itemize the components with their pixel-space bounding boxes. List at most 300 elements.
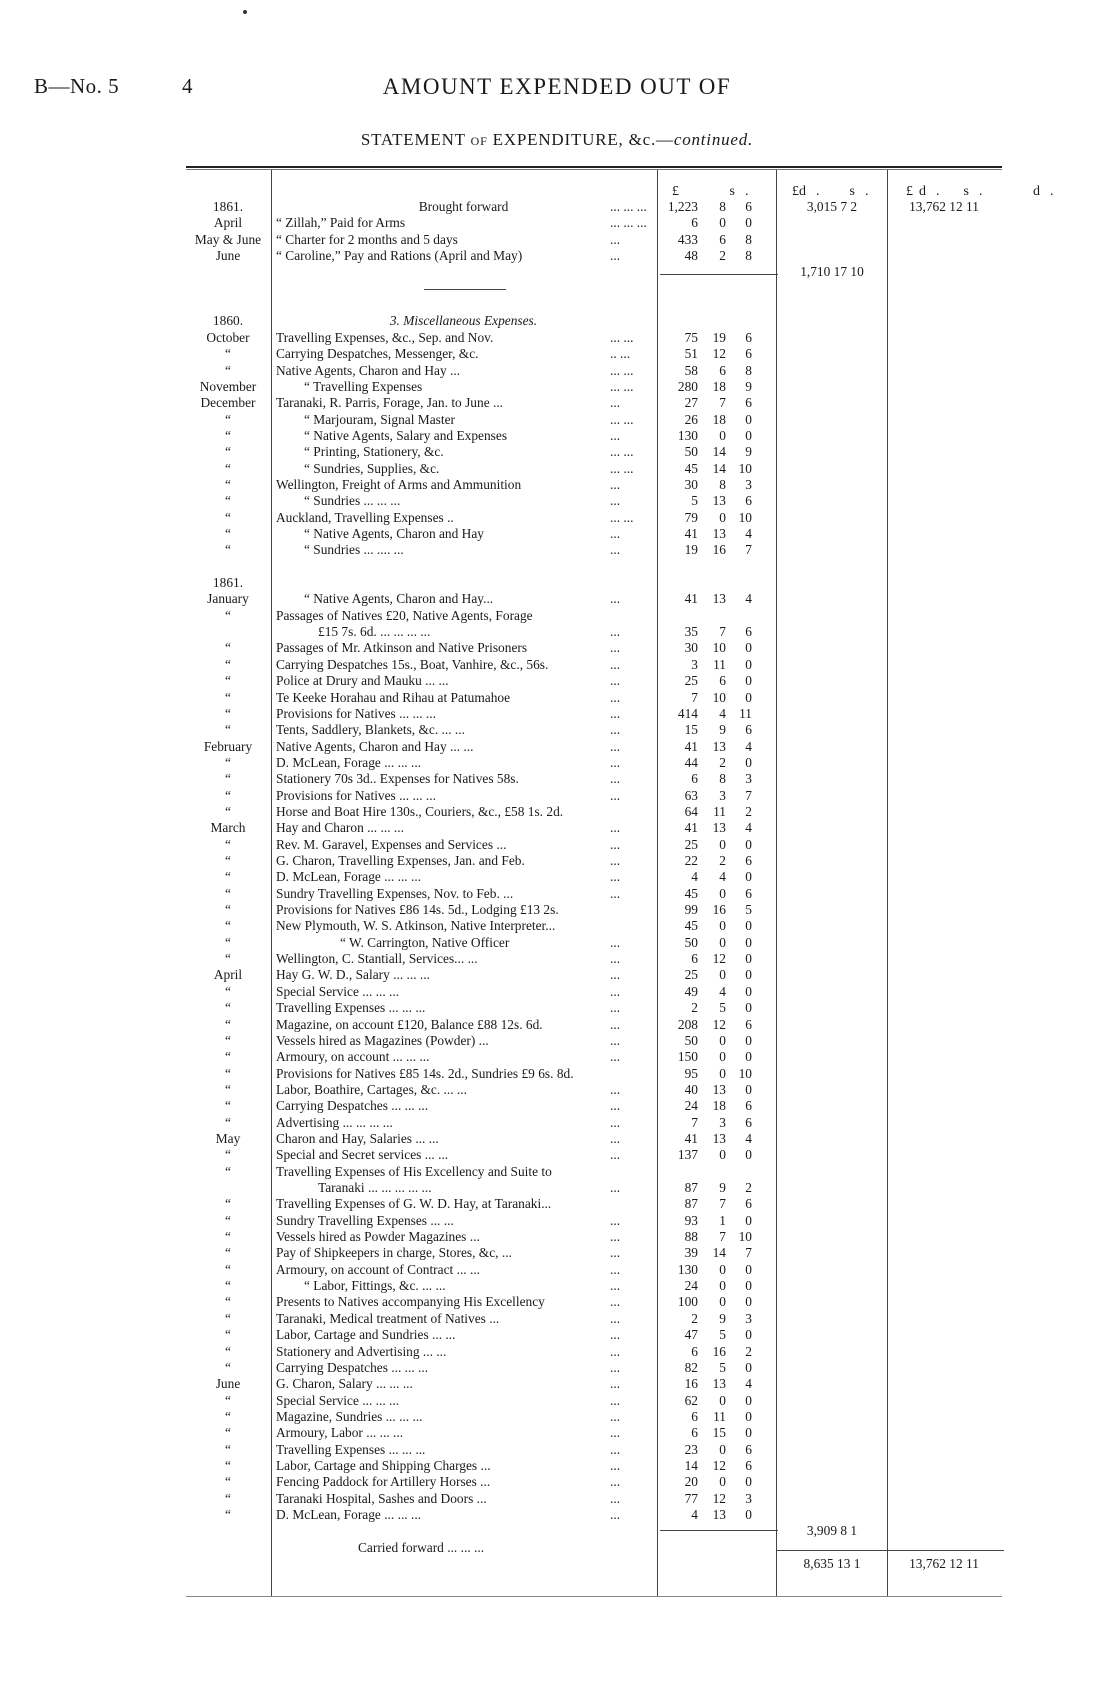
entry-date: “: [225, 902, 231, 918]
table-row: [0, 657, 1114, 673]
shillings-value: 0: [719, 1278, 726, 1294]
total-value: 13,762 12 11: [909, 199, 979, 214]
entry-date: “: [225, 1490, 231, 1506]
shillings-value: 8: [719, 771, 726, 787]
pounds-value: 82: [684, 1359, 698, 1375]
shillings-value: 14: [712, 444, 726, 460]
entry-description: “ Printing, Stationery, &c.: [304, 444, 444, 460]
table-row: [0, 379, 1114, 395]
shillings-value: 13: [712, 1081, 726, 1097]
table-row: [0, 232, 1114, 248]
entry-description: “ Travelling Expenses: [304, 378, 423, 394]
shillings-value: 2: [719, 754, 726, 770]
leader-dots: ...: [610, 656, 621, 672]
leader-dots: ...: [610, 1294, 621, 1310]
subtotal-value: 8,635 13 1: [803, 1556, 861, 1572]
pence-value: 6: [745, 853, 752, 868]
entry-description: Wellington, Freight of Arms and Ammunition: [276, 476, 522, 492]
column-one-units: £ s. d.: [672, 184, 830, 199]
shillings-value: 16: [712, 902, 726, 918]
pence-value: 0: [745, 918, 752, 934]
pounds-value: 20: [684, 1474, 698, 1490]
pence-value: 0: [745, 1392, 752, 1408]
pounds-value: 433: [677, 231, 698, 247]
document-reference: B—No. 5: [34, 74, 120, 98]
table-row: [0, 640, 1114, 656]
entry-description: Travelling Expenses of G. W. D. Hay, at Taranaki...: [276, 1196, 552, 1212]
pounds-value: 3: [691, 656, 698, 672]
pence-value: 0: [745, 1049, 752, 1065]
leader-dots: ... ...: [610, 362, 634, 378]
table-row: [0, 1376, 1114, 1392]
table-row: [0, 1229, 1114, 1245]
pence-value: 3: [745, 1310, 752, 1326]
entry-description: Sundry Travelling Expenses ... ...: [276, 1212, 454, 1228]
leader-dots: ...: [610, 869, 621, 885]
table-row: [0, 412, 1114, 428]
shillings-value: 6: [719, 673, 726, 689]
entry-date: “: [225, 1196, 231, 1212]
entry-date: “: [225, 362, 231, 378]
entry-description: “ Sundries, Supplies, &c.: [304, 460, 440, 476]
pence-value: 0: [745, 640, 752, 656]
leader-dots: ...: [610, 689, 621, 705]
entry-description: Charon and Hay, Salaries ... ...: [276, 1130, 439, 1146]
entry-description: Hay and Charon ... ... ...: [276, 820, 404, 836]
subtitle-of: OF: [470, 134, 488, 148]
shillings-value: 7: [719, 1196, 726, 1212]
shillings-value: 0: [719, 836, 726, 852]
section-subtitle: [0, 130, 1114, 150]
shillings-value: 0: [719, 427, 726, 443]
table-row: [0, 837, 1114, 853]
table-row: [0, 771, 1114, 787]
entry-date: “: [225, 1507, 231, 1522]
table-row: [0, 395, 1114, 411]
table-row: [0, 1082, 1114, 1098]
table-row: [0, 1556, 1114, 1572]
entry-date: “: [225, 1425, 231, 1441]
pence-value: 0: [745, 1474, 752, 1490]
entry-description: Armoury, on account ... ... ...: [276, 1049, 430, 1065]
pence-value: 6: [745, 885, 752, 901]
leader-dots: ...: [610, 771, 621, 787]
entry-description: Special Service ... ... ...: [276, 983, 400, 999]
entry-description: Provisions for Natives £86 14s. 5d., Lodging £13 2s.: [276, 902, 559, 918]
table-row: [0, 1409, 1114, 1425]
entry-date: “: [225, 1081, 231, 1097]
entry-description: Special and Secret services ... ...: [276, 1147, 449, 1163]
entry-description: D. McLean, Forage ... ... ...: [276, 754, 422, 770]
leader-dots: ...: [610, 1000, 621, 1016]
pence-value: 6: [745, 1114, 752, 1130]
entry-description: G. Charon, Salary ... ... ...: [276, 1376, 413, 1392]
pence-value: 0: [745, 1278, 752, 1294]
entry-date: “: [225, 656, 231, 672]
leader-dots: ...: [610, 231, 621, 247]
shillings-value: 13: [712, 1130, 726, 1146]
table-row: [0, 820, 1114, 836]
shillings-value: 0: [719, 918, 726, 934]
entry-description: “ Charter for 2 months and 5 days: [276, 231, 458, 247]
entry-description: Taranaki, R. Parris, Forage, Jan. to June ...: [276, 395, 504, 411]
leader-dots: ...: [610, 1441, 621, 1457]
shillings-value: 7: [719, 395, 726, 411]
entry-date: February: [203, 738, 253, 754]
entry-date: “: [225, 722, 231, 738]
pence-value: 7: [745, 1245, 752, 1261]
table-row: [0, 591, 1114, 607]
entry-description: Passages of Mr. Atkinson and Native Prisoners: [276, 640, 528, 656]
entry-description: Labor, Cartage and Sundries ... ...: [276, 1327, 456, 1343]
pence-value: 0: [745, 1327, 752, 1343]
shillings-value: 9: [719, 1180, 726, 1195]
entry-date: “: [225, 526, 231, 541]
table-row: [0, 935, 1114, 951]
pence-value: 5: [745, 902, 752, 918]
subtotal-value: 1,710 17 10: [800, 264, 864, 280]
entry-description: Police at Drury and Mauku ... ...: [276, 673, 449, 689]
shillings-value: 0: [719, 934, 726, 950]
entry-date: “: [225, 951, 231, 967]
table-row: [0, 1278, 1114, 1294]
pence-value: 0: [745, 754, 752, 770]
top-rule-thin: [186, 169, 1002, 170]
leader-dots: ...: [610, 853, 621, 868]
entry-description: Labor, Cartage and Shipping Charges ...: [276, 1457, 491, 1473]
leader-dots: ...: [610, 1392, 621, 1408]
pence-value: 6: [745, 395, 752, 411]
entry-date: “: [225, 869, 231, 885]
entry-description: “ Native Agents, Charon and Hay...: [304, 591, 494, 607]
pounds-value: 39: [684, 1245, 698, 1261]
entry-description: Special Service ... ... ...: [276, 1392, 400, 1408]
entry-description: “ Sundries ... ... ...: [304, 493, 401, 509]
table-row: [0, 1131, 1114, 1147]
pounds-value: 41: [684, 1130, 698, 1146]
pence-value: 8: [745, 231, 752, 247]
pounds-value: 2: [691, 1310, 698, 1326]
entry-date: “: [225, 1114, 231, 1130]
entry-description: Pay of Shipkeepers in charge, Stores, &c, ...: [276, 1245, 512, 1261]
pence-value: 0: [745, 1000, 752, 1016]
entry-description: Sundry Travelling Expenses, Nov. to Feb. ...: [276, 885, 514, 901]
pence-value: 2: [745, 1180, 752, 1195]
table-row: [0, 706, 1114, 722]
pounds-value: 58: [684, 362, 698, 378]
leader-dots: ...: [610, 951, 621, 967]
entry-date: March: [210, 820, 246, 836]
entry-description: D. McLean, Forage ... ... ...: [276, 1507, 422, 1522]
shillings-value: 19: [712, 329, 726, 345]
entry-date: “: [225, 542, 231, 558]
table-row: [0, 1458, 1114, 1474]
pounds-value: 41: [684, 738, 698, 754]
shillings-value: 13: [712, 1376, 726, 1392]
leader-dots: ...: [610, 738, 621, 754]
shillings-value: 0: [719, 1261, 726, 1277]
leader-dots: ...: [610, 885, 621, 901]
shillings-value: 11: [713, 1408, 726, 1424]
bottom-rule: [186, 1596, 1002, 1597]
pounds-value: 7: [691, 1114, 698, 1130]
entry-description: “ Caroline,” Pay and Rations (April and May): [276, 248, 523, 264]
entry-description: Stationery and Advertising ... ...: [276, 1343, 447, 1359]
shillings-value: 2: [719, 853, 726, 868]
entry-description: Armoury, Labor ... ... ...: [276, 1425, 404, 1441]
table-row: [0, 1033, 1114, 1049]
table-row: [0, 690, 1114, 706]
shillings-value: 3: [719, 1114, 726, 1130]
entry-description: Taranaki Hospital, Sashes and Doors ...: [276, 1490, 487, 1506]
pounds-value: 45: [684, 885, 698, 901]
entry-date: “: [225, 1261, 231, 1277]
pence-value: 6: [745, 1098, 752, 1114]
entry-description: Rev. M. Garavel, Expenses and Services ...: [276, 836, 507, 852]
table-row: [0, 624, 1114, 640]
pence-value: 0: [745, 1212, 752, 1228]
leader-dots: .. ...: [610, 346, 631, 362]
subtotal-value: 3,909 8 1: [806, 1523, 858, 1539]
table-row: [0, 853, 1114, 869]
leader-dots: ...: [610, 1147, 621, 1163]
pounds-value: 4: [691, 1507, 698, 1522]
pence-value: 2: [745, 803, 752, 819]
leader-dots: ... ...: [610, 329, 634, 345]
entry-date: “: [225, 918, 231, 934]
pounds-value: 48: [684, 248, 698, 264]
pounds-value: 35: [684, 624, 698, 640]
entry-date: “: [225, 1343, 231, 1359]
pence-value: 2: [745, 1343, 752, 1359]
speck-mark: [243, 10, 247, 14]
pounds-value: 5: [691, 493, 698, 509]
entry-description: “ Native Agents, Salary and Expenses: [304, 427, 508, 443]
pounds-value: 6: [691, 215, 698, 231]
pence-value: 0: [745, 1425, 752, 1441]
shillings-value: 2: [719, 248, 726, 264]
entry-date: “: [225, 411, 231, 427]
table-row: [0, 755, 1114, 771]
entry-description: New Plymouth, W. S. Atkinson, Native Interpreter...: [276, 918, 556, 934]
shillings-value: 0: [719, 1147, 726, 1163]
leader-dots: ...: [610, 1098, 621, 1114]
shillings-value: 4: [719, 983, 726, 999]
leader-dots: ...: [610, 640, 621, 656]
leader-dots: ...: [610, 1310, 621, 1326]
entry-date: “: [225, 885, 231, 901]
table-row: [0, 1360, 1114, 1376]
entry-date: “: [225, 983, 231, 999]
pence-value: 3: [745, 476, 752, 492]
pounds-value: 7: [691, 689, 698, 705]
pence-value: 6: [745, 493, 752, 509]
pence-value: 0: [745, 1294, 752, 1310]
entry-description: G. Charon, Travelling Expenses, Jan. and Feb.: [276, 853, 525, 868]
pence-value: 9: [745, 378, 752, 394]
pounds-value: 45: [684, 918, 698, 934]
leader-dots: ...: [610, 967, 621, 983]
shillings-value: 10: [712, 689, 726, 705]
pounds-value: 14: [684, 1457, 698, 1473]
pounds-value: 75: [684, 329, 698, 345]
pounds-value: 6: [691, 1408, 698, 1424]
entry-date: January: [207, 591, 249, 607]
subtitle-continued: continued.: [673, 130, 754, 149]
pence-value: 0: [745, 1261, 752, 1277]
table-row: [0, 1164, 1114, 1180]
pence-value: 0: [745, 1147, 752, 1163]
leader-dots: ...: [610, 1245, 621, 1261]
pounds-value: 50: [684, 1032, 698, 1048]
table-row: [0, 264, 1114, 280]
leader-dots: ...: [610, 1081, 621, 1097]
pounds-value: 22: [684, 853, 698, 868]
leader-dots: ...: [610, 1474, 621, 1490]
pence-value: 4: [745, 526, 752, 541]
entry-date: “: [225, 705, 231, 721]
pounds-value: 23: [684, 1441, 698, 1457]
pounds-value: 15: [684, 722, 698, 738]
pounds-value: 41: [684, 526, 698, 541]
shillings-value: 0: [719, 967, 726, 983]
entry-description: Magazine, on account £120, Balance £88 12s. 6d.: [276, 1016, 543, 1032]
pounds-value: 63: [684, 787, 698, 803]
pounds-value: 41: [684, 820, 698, 836]
table-row: [0, 248, 1114, 264]
entry-description: Carrying Despatches ... ... ...: [276, 1098, 429, 1114]
leader-dots: ...: [610, 1130, 621, 1146]
pounds-value: 25: [684, 673, 698, 689]
entry-description: Tents, Saddlery, Blankets, &c. ... ...: [276, 722, 465, 738]
entry-description: Fencing Paddock for Artillery Horses ...: [276, 1474, 491, 1490]
entry-description: Carrying Despatches 15s., Boat, Vanhire, &c., 56s.: [276, 656, 549, 672]
entry-description: Advertising ... ... ... ...: [276, 1114, 393, 1130]
leader-dots: ...: [610, 248, 621, 264]
entry-description: £15 7s. 6d. ... ... ... ...: [318, 624, 431, 640]
leader-dots: ... ...: [610, 444, 634, 460]
shillings-value: 13: [712, 591, 726, 607]
pounds-value: 27: [684, 395, 698, 411]
entry-date: “: [225, 1474, 231, 1490]
entry-description: Horse and Boat Hire 130s., Couriers, &c., £58 1s. 2d.: [276, 803, 564, 819]
entry-description: “ Native Agents, Charon and Hay: [304, 526, 484, 541]
subtitle-main: STATEMENT: [360, 130, 466, 149]
entry-description: “ W. Carrington, Native Officer: [340, 934, 510, 950]
table-row: [0, 1180, 1114, 1196]
entry-description: Hay G. W. D., Salary ... ... ...: [276, 967, 430, 983]
table-row: [0, 902, 1114, 918]
pence-value: 0: [745, 836, 752, 852]
shillings-value: 5: [719, 1359, 726, 1375]
pounds-value: 47: [684, 1327, 698, 1343]
entry-date: April: [213, 215, 243, 231]
entry-date: “: [225, 346, 231, 362]
entry-description: Provisions for Natives ... ... ...: [276, 705, 436, 721]
entry-date: “: [225, 1294, 231, 1310]
pounds-value: 50: [684, 444, 698, 460]
pounds-value: 99: [684, 902, 698, 918]
table-row: [0, 493, 1114, 509]
pence-value: 0: [745, 1081, 752, 1097]
shillings-value: 11: [713, 656, 726, 672]
leader-dots: ... ...: [610, 460, 634, 476]
pounds-value: 87: [684, 1196, 698, 1212]
pence-value: 0: [745, 1408, 752, 1424]
pence-value: 8: [745, 362, 752, 378]
entry-description: Taranaki ... ... ... ... ...: [318, 1180, 432, 1195]
table-row: [0, 804, 1114, 820]
pence-value: 4: [745, 591, 752, 607]
entry-date: 1860.: [212, 313, 244, 329]
shillings-value: 13: [712, 820, 726, 836]
entry-date: June: [215, 1376, 241, 1392]
table-row: [0, 1425, 1114, 1441]
entry-date: “: [225, 1245, 231, 1261]
table-row: [0, 510, 1114, 526]
pounds-value: 4: [691, 869, 698, 885]
table-row: [0, 608, 1114, 624]
pounds-value: 2: [691, 1000, 698, 1016]
leader-dots: ...: [610, 526, 621, 541]
entry-date: “: [225, 607, 231, 623]
table-row: [0, 1327, 1114, 1343]
column-three-units: £ s. d.: [906, 184, 1064, 199]
pence-value: 6: [745, 624, 752, 640]
pence-value: 0: [745, 673, 752, 689]
leader-dots: ...: [610, 1114, 621, 1130]
shillings-value: 18: [712, 1098, 726, 1114]
pence-value: 6: [745, 199, 752, 214]
entry-date: “: [225, 1278, 231, 1294]
entry-date: “: [225, 836, 231, 852]
shillings-value: 12: [712, 1016, 726, 1032]
leader-dots: ...: [610, 1032, 621, 1048]
entry-date: “: [225, 476, 231, 492]
table-row: [0, 739, 1114, 755]
pounds-value: 1,223: [667, 199, 698, 214]
shillings-value: 0: [719, 1032, 726, 1048]
entry-description: Travelling Expenses ... ... ...: [276, 1441, 426, 1457]
table-row: [0, 526, 1114, 542]
leader-dots: ...: [610, 1457, 621, 1473]
shillings-value: 13: [712, 738, 726, 754]
total-value: 13,762 12 11: [909, 1556, 979, 1572]
entry-date: “: [225, 1310, 231, 1326]
pence-value: 0: [745, 1507, 752, 1522]
pounds-value: 87: [684, 1180, 698, 1195]
pounds-value: 100: [677, 1294, 698, 1310]
entry-date: “: [225, 934, 231, 950]
subtotal-value: 3,015 7 2: [806, 199, 858, 214]
leader-dots: ...: [610, 1278, 621, 1294]
shillings-value: 0: [719, 1294, 726, 1310]
pence-value: 0: [745, 951, 752, 967]
shillings-value: 0: [719, 1474, 726, 1490]
entry-date: “: [225, 787, 231, 803]
shillings-value: 13: [712, 493, 726, 509]
table-row: [0, 918, 1114, 934]
pounds-value: 30: [684, 476, 698, 492]
pounds-value: 41: [684, 591, 698, 607]
table-row: [0, 363, 1114, 379]
leader-dots: ...: [610, 836, 621, 852]
pence-value: 0: [745, 1032, 752, 1048]
pounds-value: 16: [684, 1376, 698, 1392]
shillings-value: 13: [712, 526, 726, 541]
entry-description: Te Keeke Horahau and Rihau at Patumahoe: [276, 689, 511, 705]
table-row: [0, 1098, 1114, 1114]
